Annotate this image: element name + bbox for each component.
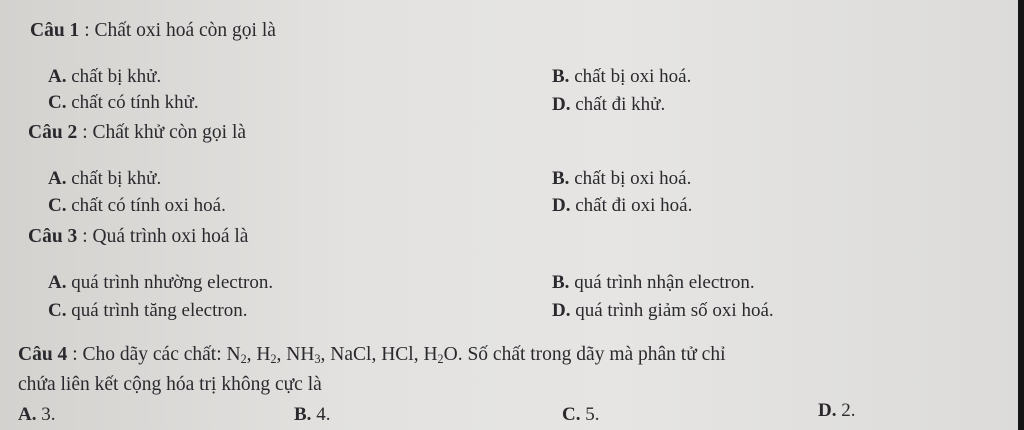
option-letter: D. [552, 94, 571, 115]
question-4-line-2: chứa liên kết cộng hóa trị không cực là [18, 374, 322, 395]
compound-n2: $N_2$ [226, 344, 247, 367]
question-2-prompt: : Chất khử còn gọi là [82, 122, 247, 143]
option-text: 5. [585, 404, 600, 425]
option-text: chất bị oxi hoá. [574, 168, 692, 189]
question-3-prompt: : Quá trình oxi hoá là [82, 226, 249, 247]
option-letter: B. [552, 168, 570, 189]
option-text: 2. [841, 400, 856, 421]
question-1-label: Câu 1 [30, 20, 80, 41]
q3-option-d [552, 300, 774, 322]
question-4: Câu 4 : Cho dãy các chất: $N_2$, $H_2$, $NH_3$, NaCl, HCl, $H_2O$. Số chất trong dãy mà phân tử chỉ [18, 344, 726, 367]
compound-h2: $H_2$ [256, 344, 277, 367]
option-letter: D. [552, 195, 571, 216]
option-letter: D. [552, 300, 571, 321]
question-2 [28, 122, 246, 144]
option-letter: A. [18, 404, 37, 425]
option-text: quá trình nhận electron. [574, 272, 755, 293]
q3-option-b [552, 272, 755, 294]
option-letter: B. [294, 404, 312, 425]
compound-h2o: $H_2O$ [423, 344, 458, 367]
q2-option-c [48, 195, 226, 217]
q4-option-d [818, 400, 855, 422]
q1-option-c [48, 92, 199, 114]
q4-option-c [562, 404, 599, 426]
option-letter: C. [48, 92, 67, 113]
question-2-label: Câu 2 [28, 122, 78, 143]
compound-nh3: $NH_3$ [286, 344, 321, 367]
question-4-prompt-rest: . Số chất trong dãy mà phân tử chỉ [457, 344, 726, 365]
question-1-prompt: : Chất oxi hoá còn gọi là [84, 20, 276, 41]
compound-nacl: NaCl [330, 344, 372, 365]
option-text: 4. [316, 404, 331, 425]
option-text: quá trình tăng electron. [71, 300, 248, 321]
option-letter: C. [562, 404, 581, 425]
option-letter: D. [818, 400, 837, 421]
option-text: 3. [41, 404, 56, 425]
q1-option-d [552, 94, 665, 116]
option-letter: A. [48, 272, 67, 293]
option-text: chất bị khử. [71, 66, 162, 87]
q1-option-a [48, 66, 161, 88]
option-text: chất có tính khử. [71, 92, 199, 113]
option-letter: B. [552, 272, 570, 293]
q1-option-b [552, 66, 691, 88]
q2-option-d [552, 195, 692, 217]
question-4-label: Câu 4 [18, 344, 68, 365]
question-1 [30, 20, 276, 42]
option-text: quá trình giảm số oxi hoá. [575, 300, 774, 321]
question-3 [28, 226, 248, 248]
question-3-label: Câu 3 [28, 226, 78, 247]
option-letter: C. [48, 300, 67, 321]
option-letter: C. [48, 195, 67, 216]
q2-option-a [48, 168, 161, 190]
page-edge-shadow [1018, 0, 1024, 430]
option-text: chất đi khử. [575, 94, 666, 115]
option-letter: A. [48, 66, 67, 87]
q3-option-a [48, 272, 273, 294]
compound-hcl: HCl [381, 344, 414, 365]
q3-option-c [48, 300, 247, 322]
question-4-prompt-intro: : Cho dãy các chất: [72, 344, 222, 365]
option-letter: A. [48, 168, 67, 189]
option-text: chất bị khử. [71, 168, 162, 189]
option-letter: B. [552, 66, 570, 87]
q2-option-b [552, 168, 691, 190]
option-text: chất đi oxi hoá. [575, 195, 693, 216]
q4-option-b [294, 404, 330, 426]
option-text: quá trình nhường electron. [71, 272, 274, 293]
q4-option-a [18, 404, 55, 426]
option-text: chất có tính oxi hoá. [71, 195, 226, 216]
option-text: chất bị oxi hoá. [574, 66, 692, 87]
